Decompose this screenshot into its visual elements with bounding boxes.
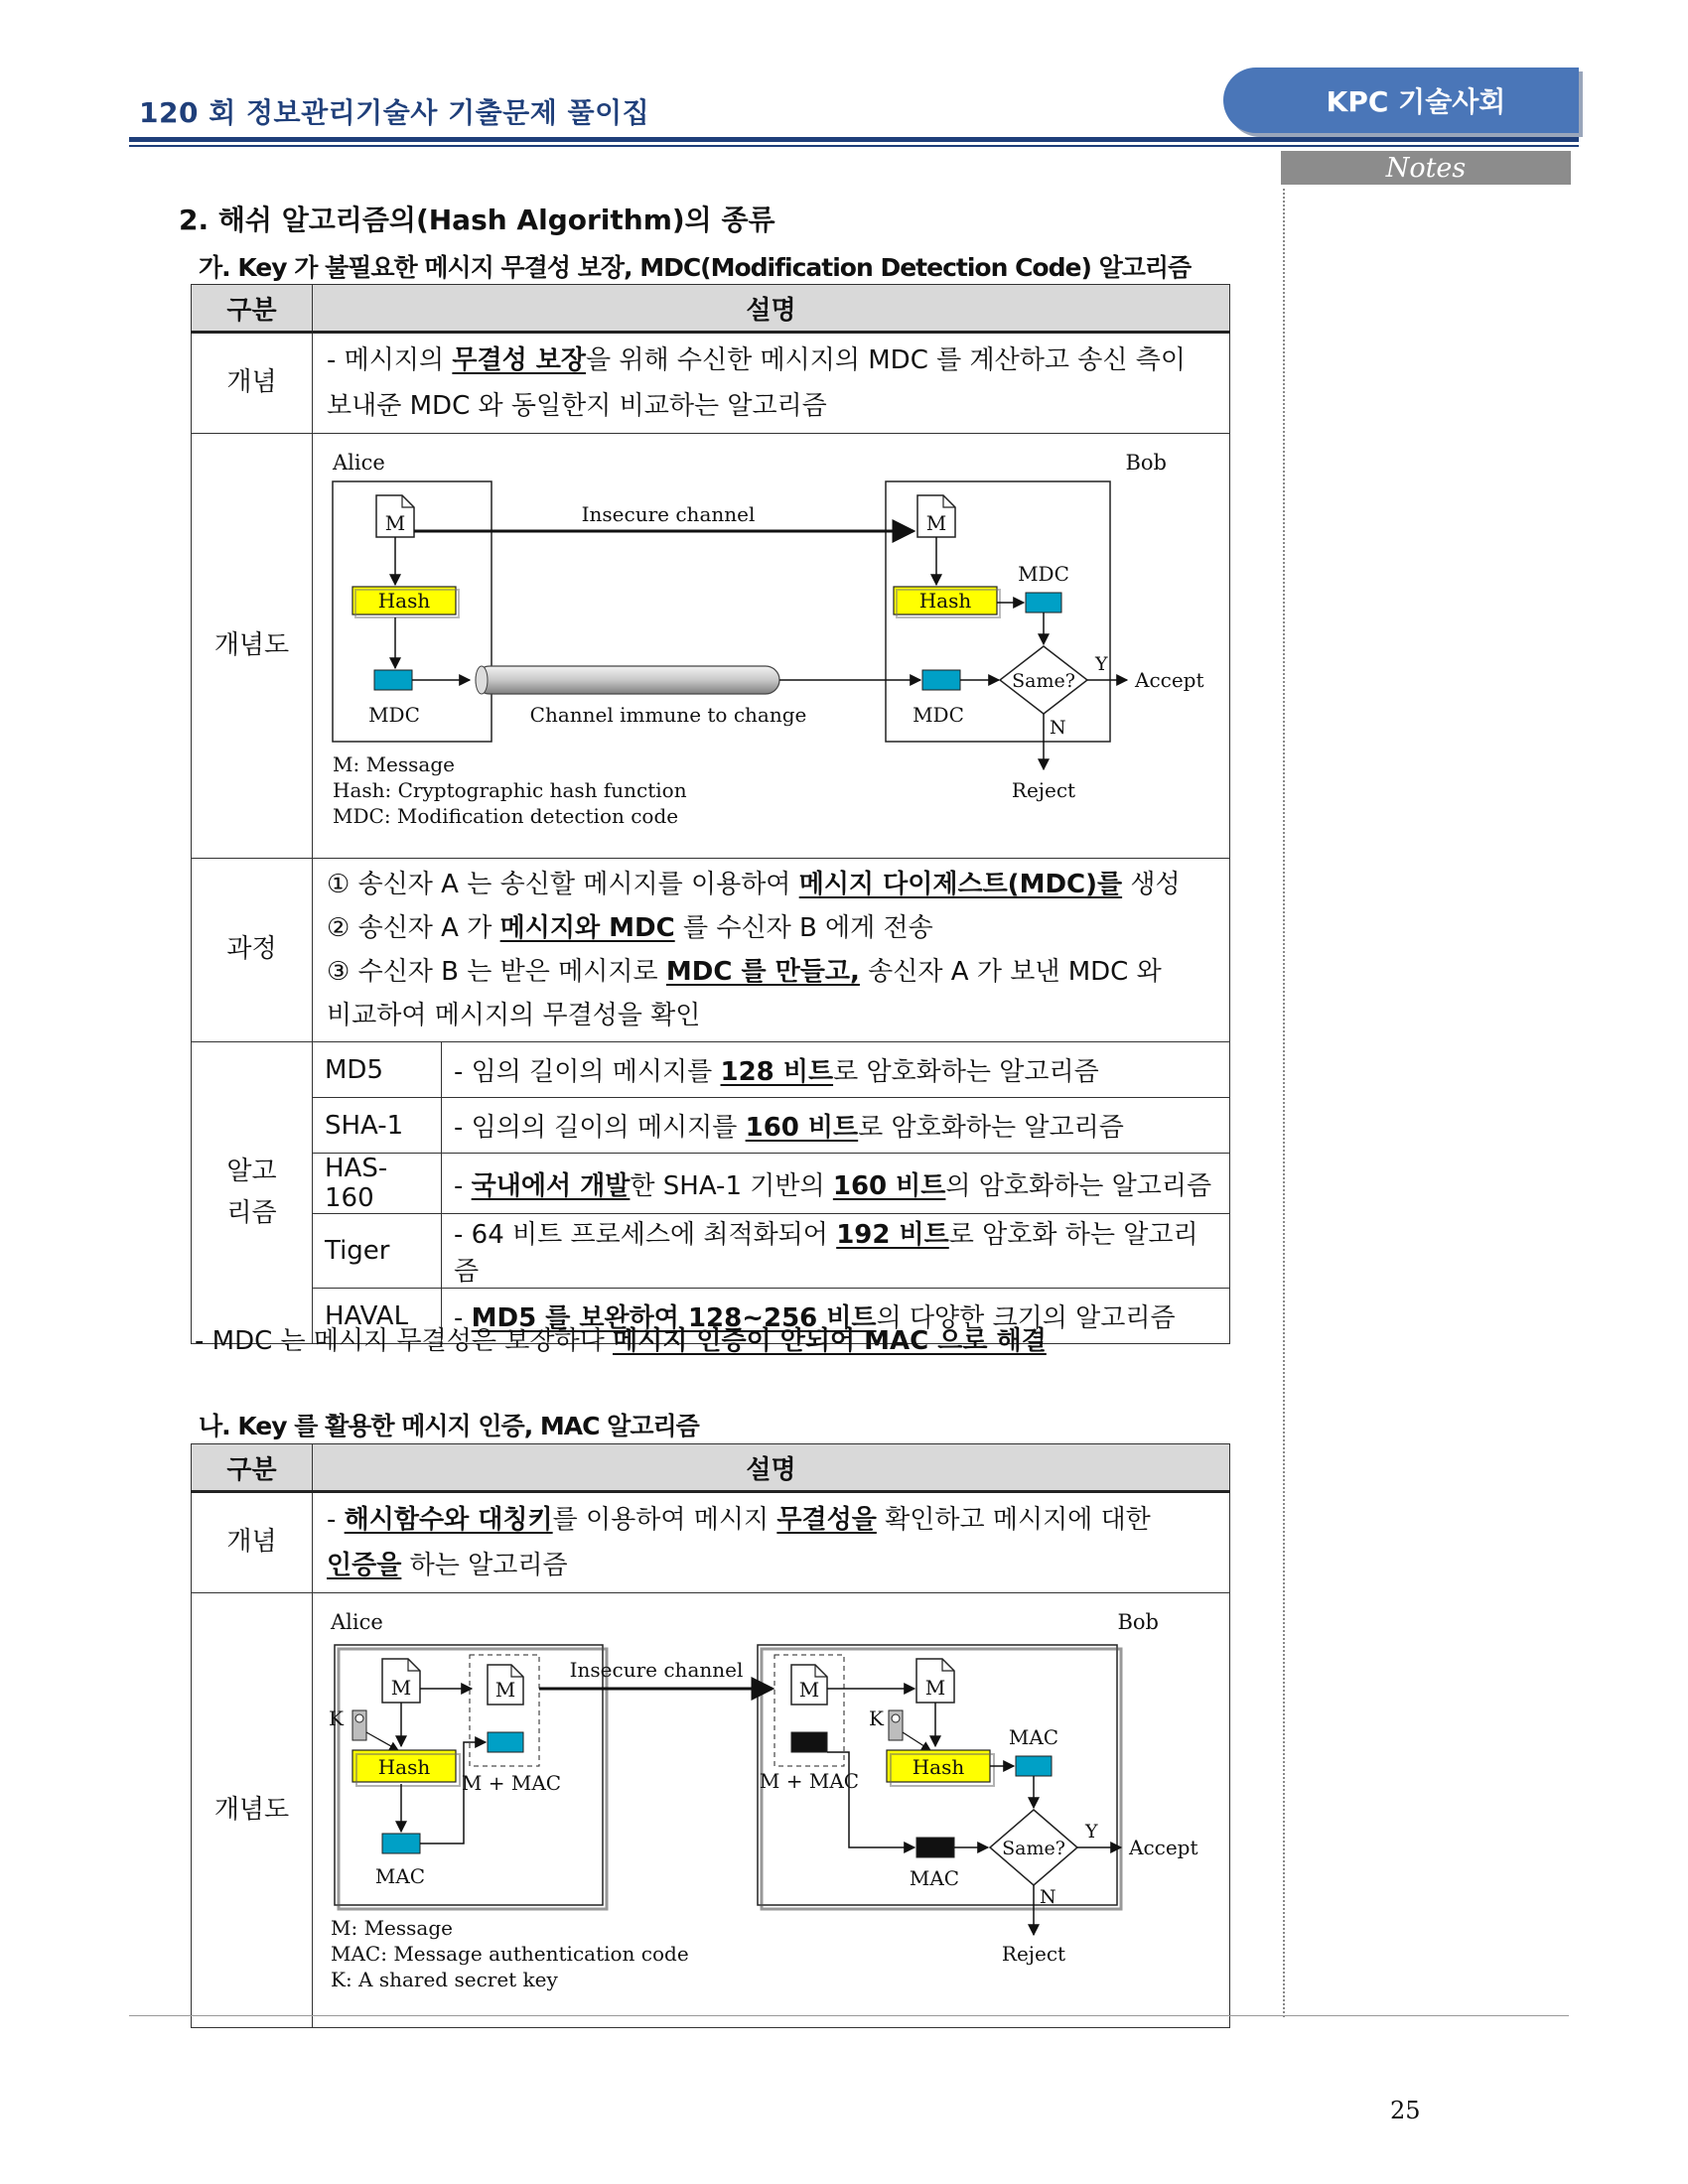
mac-legend-key: K: A shared secret key — [331, 1968, 558, 1991]
mac-bob-received-mac — [791, 1732, 827, 1752]
mdc-diagram — [313, 434, 1226, 851]
mac-col-category: 구분 — [192, 1444, 313, 1492]
mdc-subtitle: 가. Key 가 불필요한 메시지 무결성 보장, MDC(Modification Detection Code) 알고리즘 — [199, 253, 1192, 282]
mdc-diagram-cell — [313, 434, 1230, 859]
mac-diagram-label: 개념도 — [192, 1593, 313, 2028]
svg-text:MAC: MAC — [374, 1864, 426, 1888]
mdc-bob-received-digest — [922, 670, 960, 690]
mdc-process-label: 과정 — [192, 859, 313, 1042]
svg-text:M + MAC: M + MAC — [759, 1769, 860, 1793]
mdc-concept-label: 개념 — [192, 333, 313, 434]
svg-text:K: K — [869, 1706, 884, 1730]
kpc-tab: KPC 기술사회 — [1223, 68, 1579, 133]
mac-accept-label: Accept — [1129, 1836, 1198, 1859]
mdc-concept-text: - 메시지의 무결성 보장을 위해 수신한 메시지의 MDC 를 계산하고 송신 측이 보내준 MDC 와 동일한지 비교하는 알고리즘 — [313, 333, 1230, 434]
mac-bob-digest — [1016, 1756, 1052, 1776]
mac-diagram-cell — [313, 1593, 1230, 2028]
svg-text:Y: Y — [1095, 653, 1108, 675]
mdc-alice-digest — [374, 670, 412, 690]
svg-text:Same?: Same? — [1002, 1838, 1065, 1859]
mdc-legend-hash: Hash: Cryptographic hash function — [333, 778, 687, 802]
mdc-accept-label: Accept — [1135, 668, 1204, 692]
mac-reject-label: Reject — [1001, 1942, 1066, 1966]
svg-text:M: M — [494, 1678, 516, 1702]
mdc-algorithm-label: 알고 리즘 — [192, 1042, 313, 1344]
svg-text:Hash: Hash — [912, 1755, 965, 1779]
svg-text:M: M — [924, 1676, 946, 1700]
mdc-process-text: ① 송신자 A 는 송신할 메시지를 이용하여 메시지 다이제스트(MDC)를 생성 ② 송신자 A 가 메시지와 MDC 를 수신자 B 에게 전송 ③ 수신자 B 는 받은 메시지로 MDC 를 만들고, 송신자 A 가 보낸 MDC 와 비교하여 메시지의 무결성을 확인 — [313, 859, 1230, 1042]
header-rule-thin — [129, 145, 1579, 147]
algo-name-tiger: Tiger — [313, 1214, 442, 1289]
svg-text:Hash: Hash — [377, 589, 431, 613]
mdc-bob-digest — [1026, 593, 1061, 613]
svg-text:MAC: MAC — [909, 1866, 960, 1890]
document-header-title: 120 회 정보관리기술사 기출문제 풀이집 — [139, 96, 650, 129]
mac-legend-mac: MAC: Message authentication code — [331, 1942, 689, 1966]
svg-text:Hash: Hash — [918, 589, 972, 613]
mac-table — [191, 1443, 1230, 2028]
mdc-bob-label: Bob — [1125, 451, 1167, 475]
svg-text:N: N — [1040, 1886, 1056, 1908]
svg-text:MAC: MAC — [1008, 1725, 1059, 1749]
mdc-secure-channel-pipe — [476, 666, 779, 694]
section-title: 2. 해쉬 알고리즘의(Hash Algorithm)의 종류 — [179, 204, 775, 236]
mdc-limitation-note: - MDC 는 메시지 무결성은 보장하나 메시지 인증이 안되어 MAC 으로 해결 — [195, 1326, 1047, 1356]
algo-desc-has160: - 국내에서 개발한 SHA-1 기반의 160 비트의 암호화하는 알고리즘 — [442, 1154, 1230, 1214]
mdc-col-category: 구분 — [192, 285, 313, 333]
mac-concept-label: 개념 — [192, 1492, 313, 1593]
algo-desc-tiger: - 64 비트 프로세스에 최적화되어 192 비트로 암호화 하는 알고리즘 — [442, 1214, 1230, 1289]
page-number: 25 — [1390, 2097, 1421, 2124]
header-rule — [129, 137, 1579, 142]
mac-alice-digest — [382, 1834, 420, 1853]
svg-text:MDC: MDC — [913, 703, 964, 727]
mdc-legend-message: M: Message — [333, 752, 455, 776]
algo-name-sha1: SHA-1 — [313, 1098, 442, 1154]
mdc-col-description: 설명 — [313, 285, 1230, 333]
mac-legend-message: M: Message — [331, 1916, 453, 1940]
svg-text:M: M — [798, 1678, 820, 1702]
svg-text:MDC: MDC — [1018, 562, 1069, 586]
svg-text:MDC: MDC — [368, 703, 420, 727]
mdc-diagram-label: 개념도 — [192, 434, 313, 859]
svg-text:M: M — [925, 511, 947, 535]
algo-desc-haval: - MD5 를 보완하여 128~256 비트의 다양한 크기의 알고리즘 — [442, 1289, 1230, 1344]
svg-text:M: M — [384, 511, 406, 535]
algo-name-haval: HAVAL — [313, 1289, 442, 1344]
mdc-immune-channel-label: Channel immune to change — [529, 703, 807, 727]
notes-divider — [1283, 189, 1285, 2017]
algo-name-md5: MD5 — [313, 1042, 442, 1098]
mac-diagram — [313, 1593, 1226, 2020]
svg-text:Same?: Same? — [1012, 670, 1075, 692]
mdc-reject-label: Reject — [1011, 778, 1076, 802]
mac-concept-text: - 해시함수와 대칭키를 이용하여 메시지 무결성을 확인하고 메시지에 대한 인증을 하는 알고리즘 — [313, 1492, 1230, 1593]
algo-desc-sha1: - 임의의 길이의 메시지를 160 비트로 암호화하는 알고리즘 — [442, 1098, 1230, 1154]
mac-col-description: 설명 — [313, 1444, 1230, 1492]
notes-label: Notes — [1281, 151, 1571, 185]
mac-alice-label: Alice — [331, 1610, 383, 1634]
algo-name-has160: HAS-160 — [313, 1154, 442, 1214]
svg-text:N: N — [1050, 717, 1066, 739]
mac-bob-label: Bob — [1117, 1610, 1159, 1634]
mdc-table — [191, 284, 1230, 1344]
svg-text:Y: Y — [1085, 1821, 1098, 1843]
svg-text:M + MAC: M + MAC — [461, 1771, 562, 1795]
svg-text:Hash: Hash — [377, 1755, 431, 1779]
svg-text:M: M — [390, 1676, 412, 1700]
mdc-insecure-channel-label: Insecure channel — [581, 502, 756, 526]
mac-insecure-channel-label: Insecure channel — [569, 1658, 744, 1682]
mdc-alice-label: Alice — [333, 451, 385, 475]
mac-subtitle: 나. Key 를 활용한 메시지 인증, MAC 알고리즘 — [199, 1412, 699, 1440]
svg-text:K: K — [329, 1706, 344, 1730]
algo-desc-md5: - 임의 길이의 메시지를 128 비트로 암호화하는 알고리즘 — [442, 1042, 1230, 1098]
footer-rule — [129, 2015, 1569, 2016]
mdc-legend-mdc: MDC: Modification detection code — [333, 804, 679, 828]
